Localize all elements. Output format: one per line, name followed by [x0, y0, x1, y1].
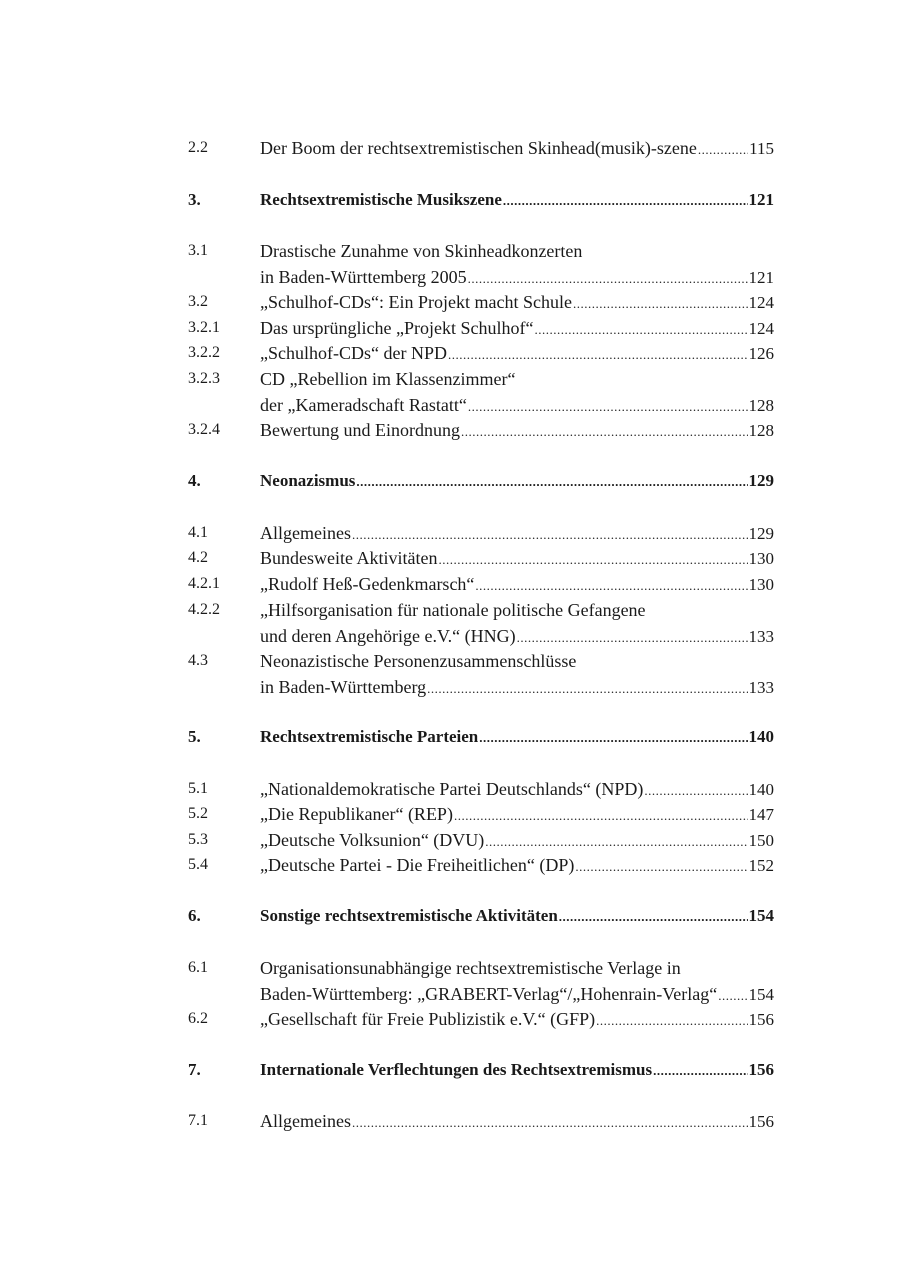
toc-entry-title [260, 852, 774, 878]
dot-leader [575, 854, 747, 880]
toc-page-number: 147 [748, 805, 774, 824]
toc-entry-line [260, 724, 774, 750]
toc-entry-title [260, 597, 774, 649]
toc-entry-number: 4.3 [188, 652, 208, 669]
toc-entry-number: 5.1 [188, 780, 208, 797]
toc-page-number: 129 [748, 471, 774, 490]
dot-leader [475, 573, 747, 599]
toc-entry-title-text: Neonazismus [260, 471, 356, 490]
toc-entry-line [260, 852, 774, 878]
toc-entry-title-text: Das ursprüngliche „Projekt Schulhof“ [260, 318, 534, 338]
toc-page-number: 140 [748, 727, 774, 746]
toc-entry-title [260, 1057, 774, 1083]
toc-entry-title [260, 776, 774, 802]
toc-entry-number: 4. [188, 471, 201, 490]
toc-entry-title [260, 801, 774, 827]
toc-entry-number: 5.4 [188, 856, 208, 873]
toc-entry[interactable] [188, 289, 774, 315]
toc-entry-line [260, 827, 774, 853]
toc-entry-line [260, 520, 774, 546]
toc-entry-line [260, 340, 774, 366]
toc-entry-number: 6. [188, 906, 201, 925]
toc-entry-line [260, 1057, 774, 1083]
toc-entry-line: CD „Rebellion im Klassenzimmer“ [260, 369, 516, 389]
toc-entry[interactable] [188, 315, 774, 341]
toc-page-number: 130 [748, 575, 774, 594]
toc-entry-number: 6.1 [188, 959, 208, 976]
toc-page-number: 156 [748, 1060, 774, 1079]
toc-entry-number: 5.2 [188, 805, 208, 822]
toc-entry-title [260, 289, 774, 315]
toc-entry-title [260, 1108, 774, 1134]
dot-leader [573, 291, 748, 317]
toc-entry-number: 2.2 [188, 139, 208, 156]
toc-entry-title-text: „Deutsche Partei - Die Freiheitlichen“ (DP) [260, 855, 575, 875]
dot-leader [427, 676, 747, 702]
toc-page-number: 129 [748, 524, 774, 543]
toc-entry-title-text: „Schulhof-CDs“ der NPD [260, 343, 447, 363]
toc-entry-title [260, 571, 774, 597]
dot-leader [479, 725, 747, 751]
toc-entry-title [260, 827, 774, 853]
toc-entry-title-text: „Gesellschaft für Freie Publizistik e.V.“ (GFP) [260, 1009, 596, 1029]
dot-leader [461, 419, 748, 445]
toc-entry[interactable] [188, 238, 774, 290]
toc-entry[interactable] [188, 366, 774, 418]
toc-page-number: 121 [748, 190, 774, 209]
toc-entry[interactable] [188, 135, 774, 161]
toc-entry-line [260, 623, 774, 649]
toc-entry-line [260, 903, 774, 929]
toc-entry-line [260, 187, 774, 213]
toc-page-number: 115 [749, 139, 774, 158]
toc-entry-title-text: Der Boom der rechtsextremistischen Skinhead(musik)-szene [260, 138, 697, 158]
toc-entry[interactable] [188, 571, 774, 597]
toc-page-number: 128 [748, 421, 774, 440]
toc-entry-title-text: Sonstige rechtsextremistische Aktivitäten [260, 906, 558, 925]
toc-entry[interactable] [188, 1108, 774, 1134]
toc-entry-title [260, 417, 774, 443]
dot-leader [352, 1110, 748, 1136]
toc-entry-title [260, 1006, 774, 1032]
toc-entry-title [260, 340, 774, 366]
toc-entry-number: 4.2.2 [188, 601, 220, 618]
toc-entry-number: 3.2.2 [188, 344, 220, 361]
toc-entry-line [260, 571, 774, 597]
toc-entry-title-text: in Baden-Württemberg [260, 677, 427, 697]
toc-page-number: 154 [748, 906, 774, 925]
toc-page-number: 156 [748, 1112, 774, 1131]
toc-chapter-entry[interactable] [188, 468, 774, 494]
toc-entry-title-text: Bundesweite Aktivitäten [260, 548, 438, 568]
toc-entry[interactable] [188, 801, 774, 827]
toc-page-number: 121 [748, 268, 774, 287]
toc-entry-title-text: und deren Angehörige e.V.“ (HNG) [260, 626, 516, 646]
toc-page-number: 130 [748, 549, 774, 568]
toc-entry-title-text: der „Kameradschaft Rastatt“ [260, 395, 467, 415]
toc-entry-number: 7.1 [188, 1112, 208, 1129]
dot-leader [503, 188, 748, 214]
toc-entry-number: 6.2 [188, 1010, 208, 1027]
toc-entry-number: 7. [188, 1060, 201, 1079]
toc-entry-title-text: Internationale Verflechtungen des Rechtsextremismus [260, 1060, 653, 1079]
toc-entry-line [260, 468, 774, 494]
toc-entry[interactable] [188, 955, 774, 1007]
toc-entry-title [260, 238, 774, 290]
toc-entry-title-text: Rechtsextremistische Parteien [260, 727, 479, 746]
toc-page-number: 152 [748, 856, 774, 875]
toc-entry-title [260, 545, 774, 571]
dot-leader [596, 1008, 747, 1034]
toc-entry-line [260, 417, 774, 443]
toc-entry-title [260, 366, 774, 418]
toc-entry-title-text: „Nationaldemokratische Partei Deutschlands“ (NPD) [260, 779, 644, 799]
dot-leader [559, 904, 748, 930]
toc-entry-title-text: Baden-Württemberg: „GRABERT-Verlag“/„Hohenrain-Verlag“ [260, 984, 718, 1004]
toc-entry-title [260, 955, 774, 1007]
toc-entry[interactable] [188, 648, 774, 700]
toc-entry-line [260, 981, 774, 1007]
toc-page-number: 133 [748, 627, 774, 646]
toc-chapter-entry[interactable] [188, 903, 774, 929]
toc-entry-line [260, 135, 774, 161]
toc-entry-line [260, 674, 774, 700]
toc-page-number: 154 [748, 985, 774, 1004]
toc-entry-line [260, 392, 774, 418]
toc-entry-number: 4.2 [188, 549, 208, 566]
toc-entry-number: 3.1 [188, 242, 208, 259]
toc-entry-line: Neonazistische Personenzusammenschlüsse [260, 651, 577, 671]
toc-entry-number: 4.1 [188, 524, 208, 541]
toc-entry[interactable] [188, 1006, 774, 1032]
toc-entry-line: Drastische Zunahme von Skinheadkonzerten [260, 241, 583, 261]
toc-entry-title-text: Allgemeines [260, 1111, 351, 1131]
toc-entry-line [260, 1108, 774, 1134]
toc-entry[interactable] [188, 545, 774, 571]
toc-entry-line: „Hilfsorganisation für nationale politische Gefangene [260, 600, 646, 620]
toc-entry[interactable] [188, 520, 774, 546]
toc-page-number: 140 [748, 780, 774, 799]
toc-entry-line [260, 1006, 774, 1032]
toc-entry-title [260, 187, 774, 213]
toc-entry[interactable] [188, 827, 774, 853]
toc-entry-title-text: Rechtsextremistische Musikszene [260, 190, 502, 209]
dot-leader [454, 803, 748, 829]
toc-entry-line: Organisationsunabhängige rechtsextremistische Verlage in [260, 958, 681, 978]
toc-entry-title-text: „Deutsche Volksunion“ (DVU) [260, 830, 485, 850]
dot-leader [356, 469, 747, 495]
toc-entry[interactable] [188, 597, 774, 649]
dot-leader [653, 1058, 747, 1084]
toc-entry-title [260, 903, 774, 929]
toc-entry-title [260, 315, 774, 341]
toc-entry-line [260, 801, 774, 827]
toc-entry-number: 3. [188, 190, 201, 209]
toc-entry-title-text: „Schulhof-CDs“: Ein Projekt macht Schule [260, 292, 572, 312]
toc-entry[interactable] [188, 340, 774, 366]
dot-leader [448, 342, 748, 368]
toc-entry-title [260, 135, 774, 161]
toc-entry-title [260, 468, 774, 494]
toc-entry[interactable] [188, 776, 774, 802]
toc-entry[interactable] [188, 852, 774, 878]
toc-entry-title-text: Allgemeines [260, 523, 351, 543]
dot-leader [698, 137, 748, 163]
toc-chapter-entry[interactable] [188, 724, 774, 750]
toc-entry-number: 3.2.3 [188, 370, 220, 387]
toc-entry-number: 3.2.4 [188, 421, 220, 438]
toc-page-number: 150 [748, 831, 774, 850]
toc-entry-number: 5. [188, 727, 201, 746]
toc-page-number: 126 [748, 344, 774, 363]
toc-entry-line [260, 289, 774, 315]
toc-entry-title-text: „Rudolf Heß-Gedenkmarsch“ [260, 574, 475, 594]
toc-page-number: 124 [748, 319, 774, 338]
toc-entry-number: 3.2.1 [188, 319, 220, 336]
toc-chapter-entry[interactable] [188, 1057, 774, 1083]
toc-entry-number: 3.2 [188, 293, 208, 310]
toc-entry-line [260, 315, 774, 341]
toc-entry-line [260, 776, 774, 802]
toc-page-number: 156 [748, 1010, 774, 1029]
toc-entry-title-text: Bewertung und Einordnung [260, 420, 460, 440]
toc-page-number: 124 [748, 293, 774, 312]
toc-entry-number: 5.3 [188, 831, 208, 848]
toc-entry-line [260, 264, 774, 290]
dot-leader [438, 547, 747, 573]
toc-entry-line [260, 545, 774, 571]
toc-page-number: 133 [748, 678, 774, 697]
toc-page-number: 128 [748, 396, 774, 415]
toc-chapter-entry[interactable] [188, 187, 774, 213]
toc-entry[interactable] [188, 417, 774, 443]
toc-entry-number: 4.2.1 [188, 575, 220, 592]
toc-entry-title [260, 520, 774, 546]
toc-entry-title [260, 724, 774, 750]
toc-entry-title [260, 648, 774, 700]
toc-entry-title-text: in Baden-Württemberg 2005 [260, 267, 467, 287]
toc-entry-title-text: „Die Republikaner“ (REP) [260, 804, 453, 824]
